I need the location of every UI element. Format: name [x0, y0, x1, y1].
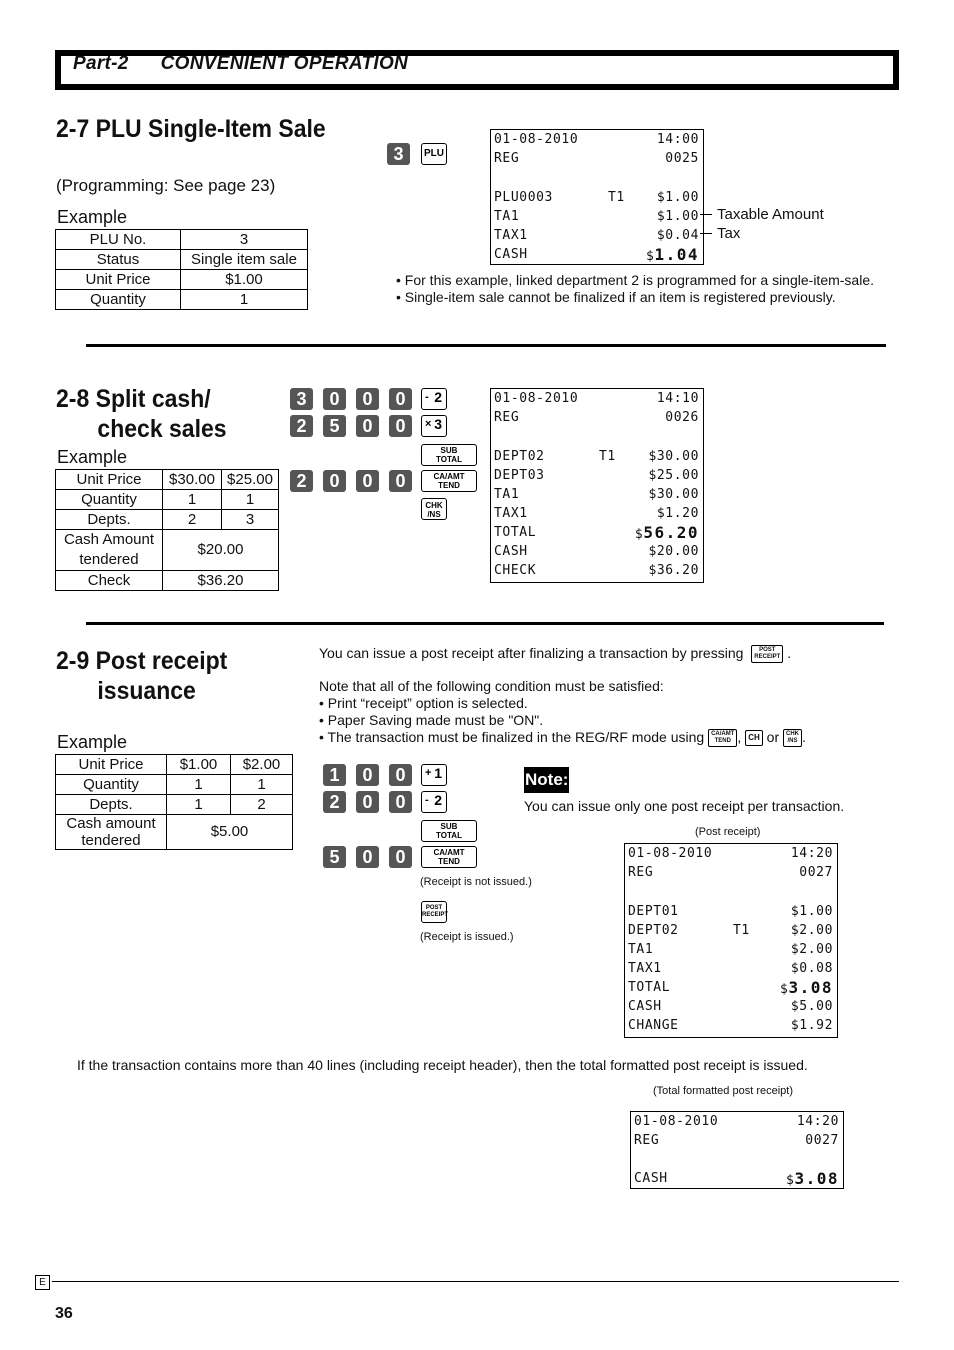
example-table-2-9 [55, 754, 293, 850]
example-table-2-7 [55, 229, 308, 310]
dept-key-2: - 2 [421, 388, 447, 410]
numeric-key: 2 [323, 791, 346, 813]
numeric-key: 5 [323, 415, 346, 437]
table-row: Unit Price $1.00 [56, 270, 308, 290]
example-table-2-8 [55, 469, 279, 591]
ca-amt-tend-key-icon: CA/AMT TEND [708, 729, 737, 747]
notes-2-7 [396, 272, 874, 306]
programming-reference: (Programming: See page 23) [56, 176, 276, 195]
numeric-key: 0 [389, 764, 412, 786]
receipt-2-8: 01-08-2010 14:10 REG 0026 DEPT02 T1 $30.00 DEPT03 $25.00 TA1 $30.00 TAX1 $1.20 TOTAL $56.20 CASH $20.00 CHECK $36.20 [490, 388, 704, 583]
table-row: Unit Price $1.00 $2.00 [56, 755, 293, 775]
page-number: 36 [55, 1305, 73, 1322]
table-row: Status Single item sale [56, 250, 308, 270]
numeric-key: 1 [323, 764, 346, 786]
table-row: Cash amount tendered $5.00 [56, 815, 293, 850]
caption-issued: (Receipt is issued.) [420, 931, 514, 943]
table-row: Quantity 1 1 [56, 490, 279, 510]
dept-key-2: - 2 [421, 791, 447, 813]
part-title: CONVENIENT OPERATION [160, 53, 409, 74]
table-row: Quantity 1 [56, 290, 308, 310]
numeric-key: 0 [356, 388, 379, 410]
check-key: CHK /NS [421, 498, 447, 520]
ca-amt-tend-key: CA/AMT TEND [421, 846, 477, 868]
note-text: You can issue only one post receipt per transaction. [524, 798, 845, 814]
long-transaction-note: If the transaction contains more than 40 lines (including receipt header), then the total formatted post receipt is issued. [77, 1057, 808, 1073]
numeric-key: 0 [356, 764, 379, 786]
dept-key-1: + 1 [421, 764, 447, 786]
post-receipt-intro: You can issue a post receipt after finalizing a transaction by pressing POST RECEIPT . [319, 645, 791, 663]
section-2-9-title: 2-9 Post receipt issuance [56, 647, 228, 705]
numeric-key: 0 [389, 388, 412, 410]
table-row: Depts. 1 2 [56, 795, 293, 815]
condition-item: • Paper Saving made must be "ON". [319, 712, 806, 729]
annotation-taxable-amount: Taxable Amount [717, 206, 824, 223]
numeric-key: 3 [290, 388, 313, 410]
numeric-key: 0 [356, 846, 379, 868]
receipt-2-7: 01-08-2010 14:00 REG 0025 PLU0003 T1 $1.00 TA1 $1.00 TAX1 $0.04 CASH $1.04 [490, 129, 704, 265]
table-row: Cash Amount tendered $20.00 [56, 530, 279, 571]
note-item: • Single-item sale cannot be finalized if an item is registered previously. [396, 289, 874, 306]
leader-line [700, 233, 712, 234]
example-label: Example [57, 447, 128, 467]
numeric-key: 0 [356, 415, 379, 437]
example-label: Example [57, 207, 128, 227]
numeric-key: 2 [290, 470, 313, 492]
table-row: Unit Price $30.00 $25.00 [56, 470, 279, 490]
numeric-key: 0 [389, 791, 412, 813]
caption-not-issued: (Receipt is not issued.) [420, 876, 532, 888]
subtotal-key: SUB TOTAL [421, 444, 477, 466]
numeric-key: 0 [356, 470, 379, 492]
section-2-8-title: 2-8 Split cash/ check sales [56, 385, 227, 443]
footer-rule [52, 1281, 899, 1282]
numeric-key: 0 [323, 470, 346, 492]
table-row: Check $36.20 [56, 571, 279, 591]
dept-key-3: × 3 [421, 415, 447, 437]
annotation-tax: Tax [717, 225, 741, 242]
part-header-bar [55, 50, 899, 90]
numeric-key: 3 [387, 143, 410, 165]
numeric-key: 0 [323, 388, 346, 410]
leader-line [700, 214, 712, 215]
numeric-key: 0 [389, 846, 412, 868]
section-divider [86, 622, 884, 625]
chk-key-icon: CHK /NS [783, 729, 802, 747]
language-marker: E [35, 1275, 50, 1290]
numeric-key: 0 [389, 415, 412, 437]
table-row: Quantity 1 1 [56, 775, 293, 795]
caption-post-receipt: (Post receipt) [695, 826, 761, 838]
ch-key-icon: CH [745, 730, 763, 746]
numeric-key: 2 [290, 415, 313, 437]
section-divider [86, 344, 886, 347]
table-row: Depts. 2 3 [56, 510, 279, 530]
note-item: • For this example, linked department 2 is programmed for a single-item-sale. [396, 272, 874, 289]
numeric-key: 0 [389, 470, 412, 492]
section-2-7-title: 2-7 PLU Single-Item Sale [56, 115, 326, 143]
post-receipt-key: POST RECEIPT [421, 901, 447, 923]
post-receipt-key-icon: POST RECEIPT [751, 645, 783, 663]
condition-item: • Print “receipt” option is selected. [319, 695, 806, 712]
conditions-intro: Note that all of the following condition must be satisfied: [319, 678, 664, 694]
conditions-list [319, 695, 806, 747]
plu-key: PLU [421, 143, 447, 165]
condition-item: • The transaction must be finalized in the REG/RF mode using CA/AMT TEND , CH or CHK /NS . [319, 729, 806, 747]
subtotal-key: SUB TOTAL [421, 820, 477, 842]
example-label: Example [57, 732, 128, 752]
ca-amt-tend-key: CA/AMT TEND [421, 470, 477, 492]
total-formatted-receipt: 01-08-2010 14:20 REG 0027 CASH $3.08 [630, 1111, 844, 1189]
table-row: PLU No. 3 [56, 230, 308, 250]
numeric-key: 0 [356, 791, 379, 813]
caption-total-formatted: (Total formatted post receipt) [653, 1085, 794, 1097]
note-badge: Note: [524, 767, 569, 793]
part-number: Part-2 [73, 53, 129, 74]
post-receipt: 01-08-2010 14:20 REG 0027 DEPT01 $1.00 DEPT02 T1 $2.00 TA1 $2.00 TAX1 $0.08 TOTAL $3.08 CASH $5.00 CHANGE $1.92 [624, 843, 838, 1038]
numeric-key: 5 [323, 846, 346, 868]
